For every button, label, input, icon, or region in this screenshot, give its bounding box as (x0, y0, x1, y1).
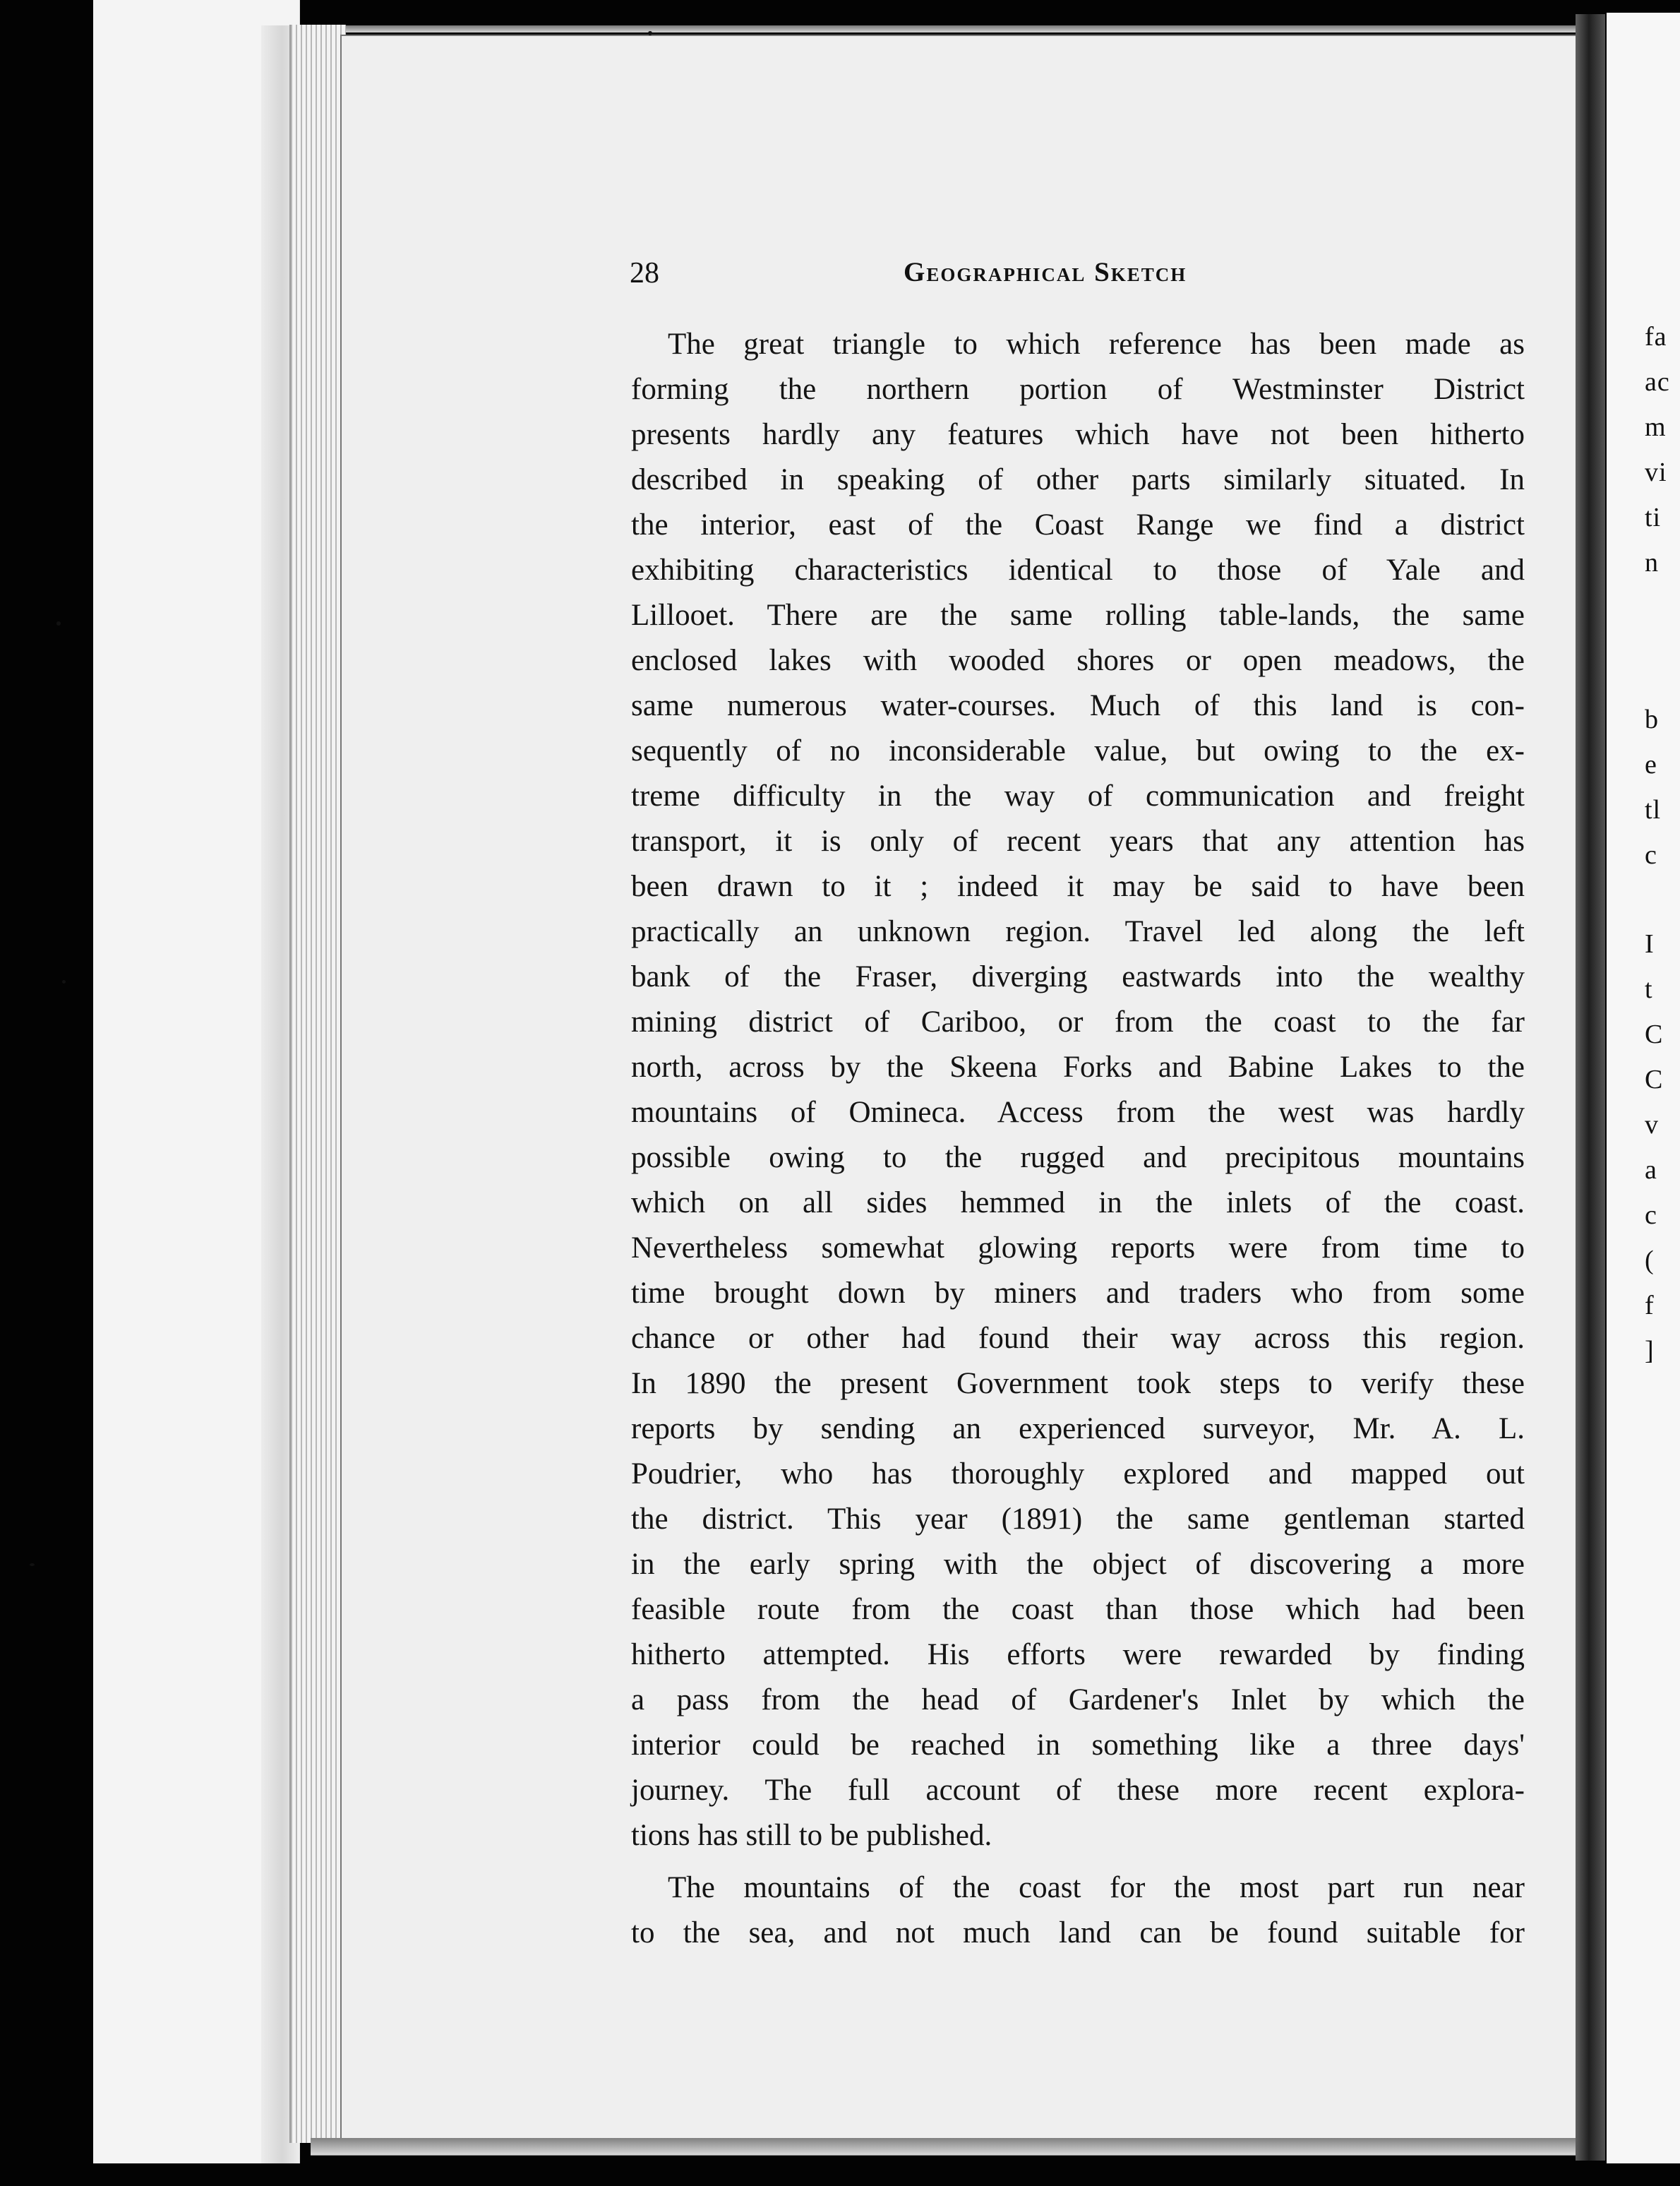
text-line: hitherto attempted. His efforts were rewarded by finding (631, 1638, 1525, 1671)
paragraph-2 (631, 1865, 1525, 1956)
text-line: presents hardly any features which have not been hitherto (631, 418, 1525, 451)
facing-page-fragment: b (1645, 705, 1659, 734)
scan-dust-speck (648, 31, 652, 35)
facing-page-fragment: C (1645, 1020, 1664, 1049)
page-edge-bottom (311, 2138, 1602, 2156)
text-line: Poudrier, who has thoroughly explored and mapped out (631, 1457, 1525, 1491)
text-line: which on all sides hemmed in the inlets of the coast. (631, 1186, 1525, 1219)
facing-page-fragment: f (1645, 1291, 1655, 1320)
facing-page-fragment: I (1645, 929, 1655, 959)
facing-page-fragment: c (1645, 840, 1657, 870)
book-gutter (1576, 14, 1605, 2161)
text-line: a pass from the head of Gardener's Inlet by which the (631, 1683, 1525, 1716)
text-line: mountains of Omineca. Access from the west was hardly (631, 1096, 1525, 1129)
text-line: been drawn to it ; indeed it may be said to have been (631, 870, 1525, 903)
text-line: in the early spring with the object of discovering a more (631, 1548, 1525, 1581)
facing-page (1607, 13, 1680, 2163)
text-line: In 1890 the present Government took steps to verify these (631, 1367, 1525, 1400)
page-stack-edges (289, 25, 346, 2143)
facing-page-fragment: ( (1645, 1246, 1655, 1275)
text-line: enclosed lakes with wooded shores or open meadows, the (631, 644, 1525, 677)
scan-dust-speck (56, 621, 61, 626)
text-line: time brought down by miners and traders who from some (631, 1277, 1525, 1310)
facing-page-fragment: t (1645, 974, 1653, 1004)
page-edge-top (302, 25, 1598, 32)
paragraph-1 (631, 322, 1525, 1858)
text-line: sequently of no inconsiderable value, but owing to the ex- (631, 734, 1525, 768)
facing-page-fragment: vi (1645, 458, 1667, 487)
facing-page-fragment: a (1645, 1155, 1657, 1185)
scan-dust-speck (62, 980, 66, 984)
facing-page-fragment: v (1645, 1110, 1659, 1140)
facing-page-fragment: n (1645, 548, 1659, 578)
text-line: chance or other had found their way across this region. (631, 1322, 1525, 1355)
text-line: The great triangle to which reference has been made as (668, 328, 1525, 361)
facing-page-fragment: ] (1645, 1336, 1655, 1366)
text-line: reports by sending an experienced surveyor, Mr. A. L. (631, 1412, 1525, 1445)
text-line: tions has still to be published. (631, 1819, 992, 1852)
facing-page-fragment: c (1645, 1200, 1657, 1230)
text-line: north, across by the Skeena Forks and Babine Lakes to the (631, 1051, 1525, 1084)
text-line: Nevertheless somewhat glowing reports were from time to (631, 1231, 1525, 1265)
text-line: possible owing to the rugged and precipitous mountains (631, 1141, 1525, 1174)
facing-page-fragment: ti (1645, 503, 1662, 532)
text-line: described in speaking of other parts similarly situated. In (631, 463, 1525, 496)
text-line: the interior, east of the Coast Range we find a district (631, 508, 1525, 542)
facing-page-fragment: e (1645, 750, 1657, 780)
facing-page-fragment: fa (1645, 322, 1667, 352)
text-line: practically an unknown region. Travel led along the left (631, 915, 1525, 948)
text-line: treme difficulty in the way of communication and freight (631, 780, 1525, 813)
scan-dust-speck (30, 1563, 35, 1566)
text-line: exhibiting characteristics identical to those of Yale and (631, 554, 1525, 587)
text-line: mining district of Cariboo, or from the coast to the far (631, 1005, 1525, 1039)
facing-page-fragment: C (1645, 1065, 1664, 1094)
text-line: transport, it is only of recent years that any attention has (631, 825, 1525, 858)
text-line: feasible route from the coast than those which had been (631, 1593, 1525, 1626)
facing-page-fragment: ac (1645, 367, 1670, 397)
text-line: same numerous water-courses. Much of this land is con- (631, 689, 1525, 722)
text-line: journey. The full account of these more recent explora- (631, 1774, 1525, 1807)
running-head: Geographical Sketch (904, 257, 1187, 287)
text-line: to the sea, and not much land can be found suitable for (631, 1916, 1525, 1949)
page-number: 28 (630, 257, 659, 289)
text-line: bank of the Fraser, diverging eastwards into the wealthy (631, 960, 1525, 993)
text-line: the district. This year (1891) the same gentleman started (631, 1503, 1525, 1536)
facing-page-fragment: tl (1645, 795, 1662, 825)
facing-page-fragment: m (1645, 412, 1667, 442)
text-line: interior could be reached in something like a three days' (631, 1728, 1525, 1762)
text-line: forming the northern portion of Westminster District (631, 373, 1525, 406)
text-line: The mountains of the coast for the most part run near (668, 1871, 1525, 1904)
text-line: Lillooet. There are the same rolling table-lands, the same (631, 599, 1525, 632)
